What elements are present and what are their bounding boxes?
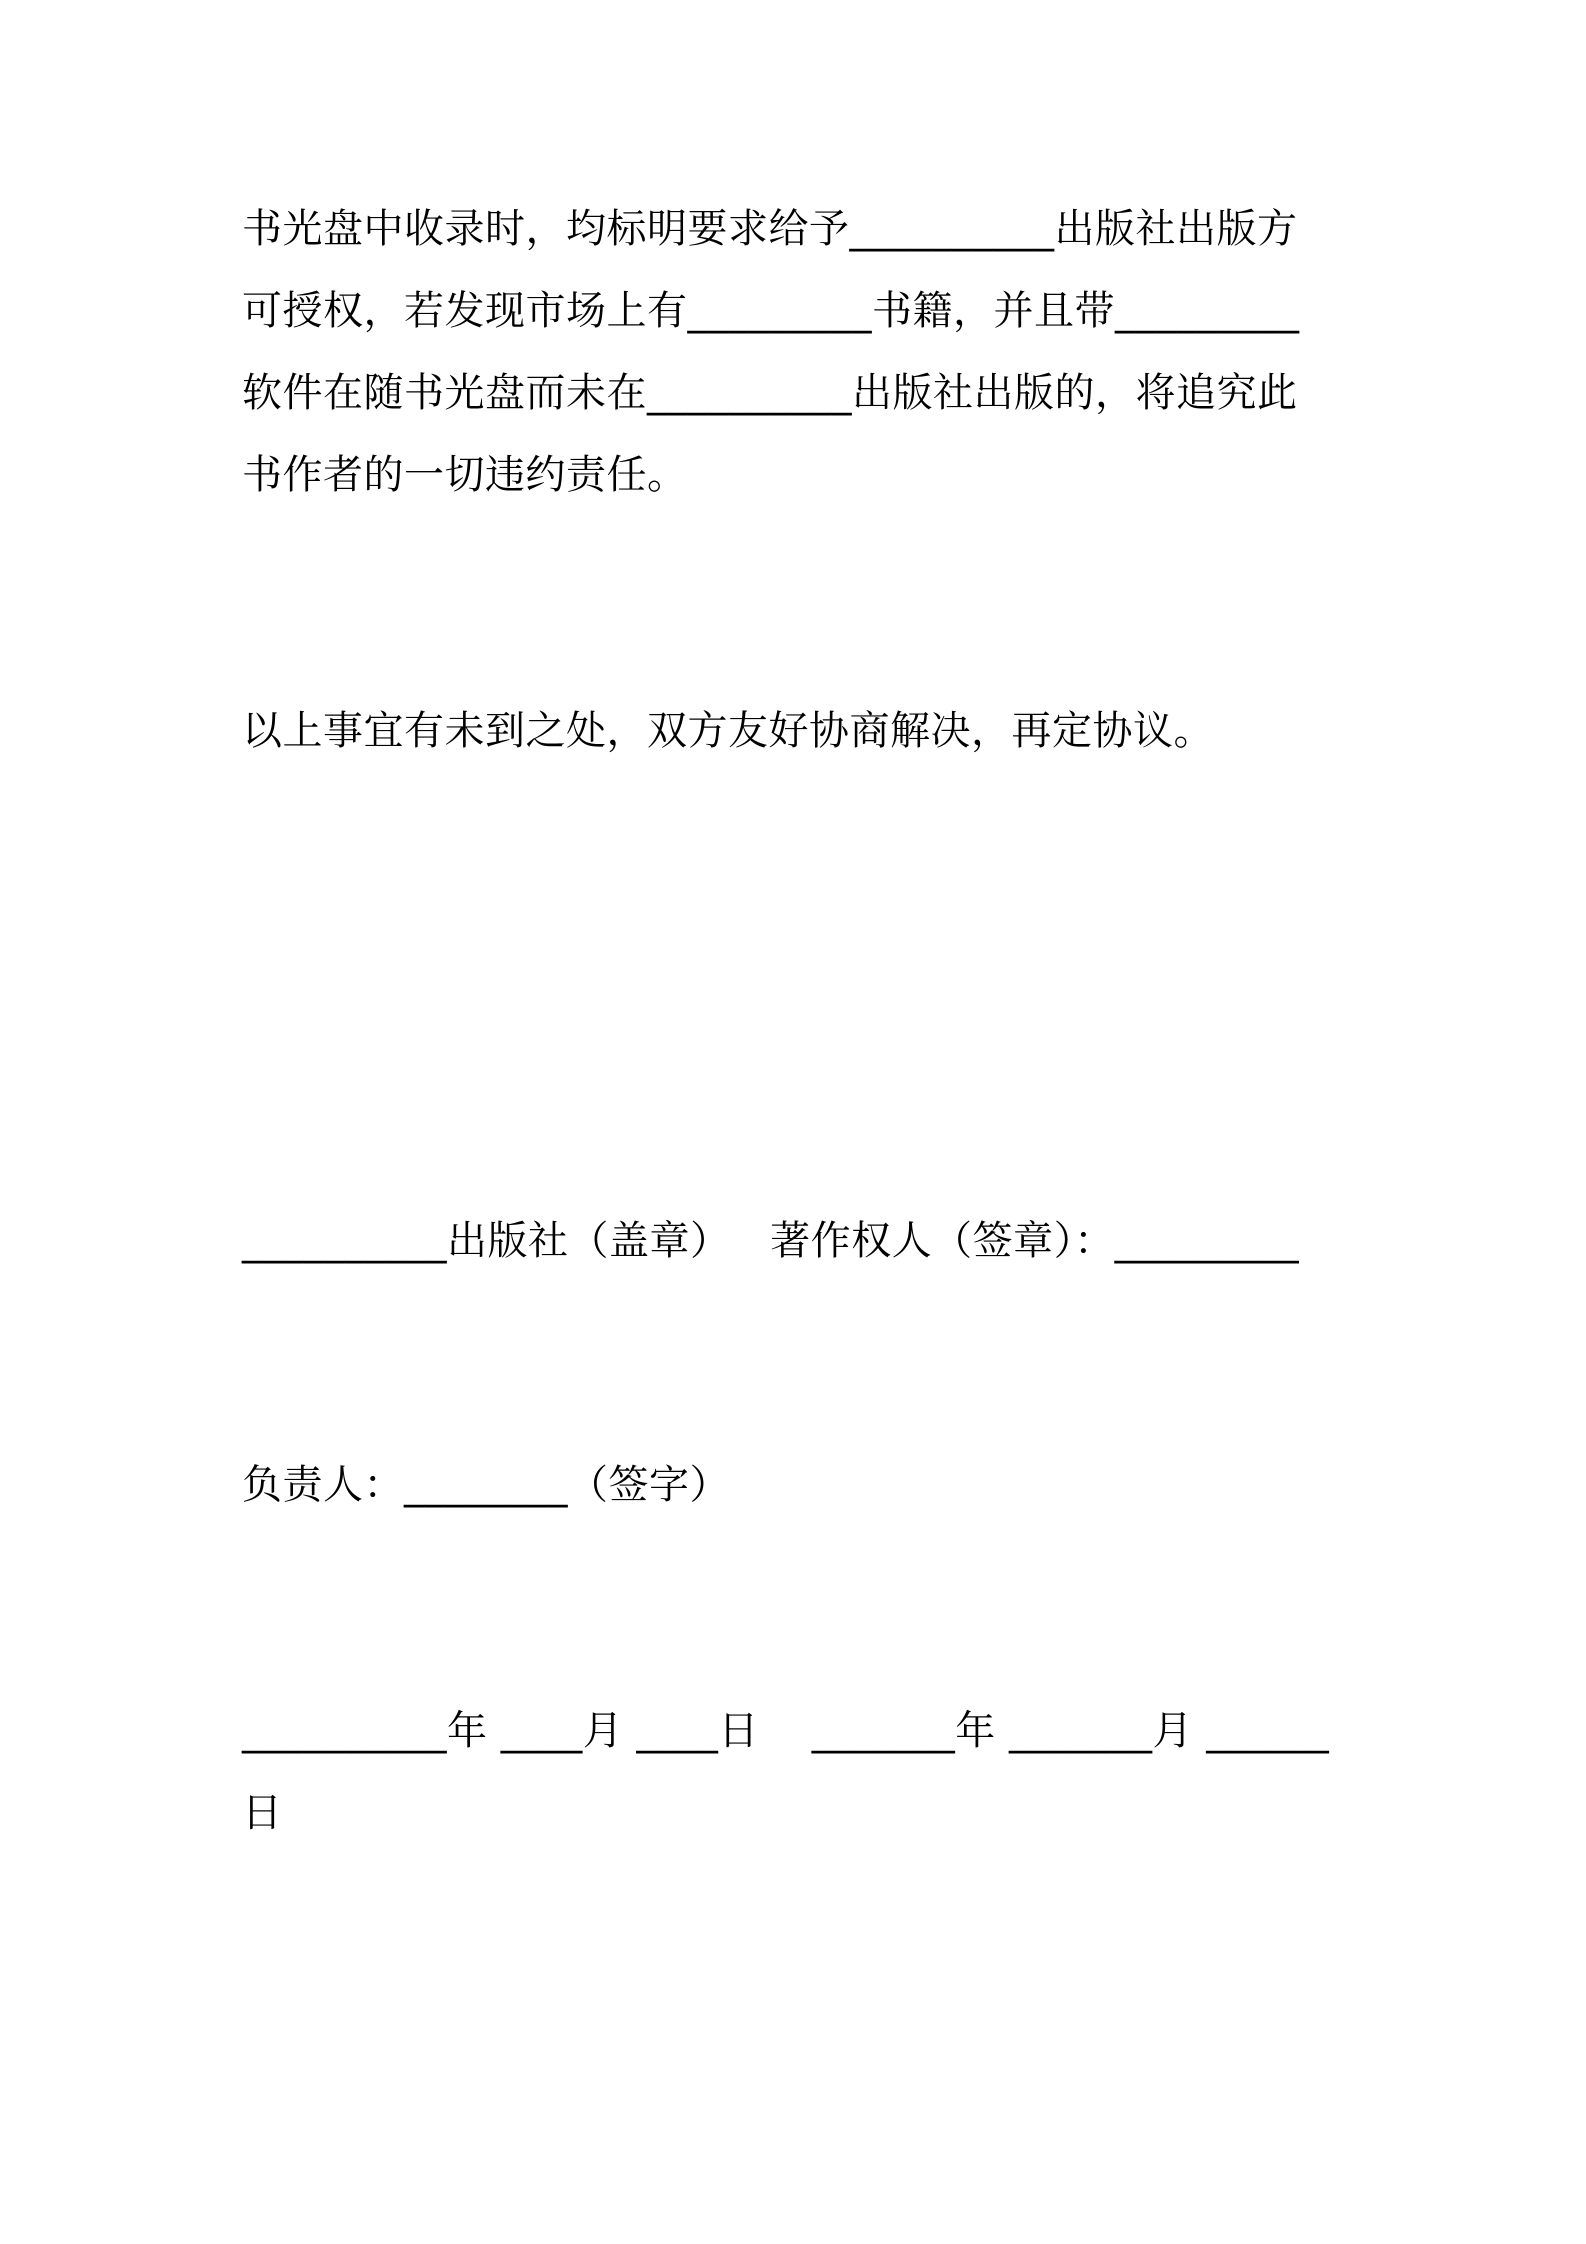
paragraph-1-line-1: 书光盘中收录时，均标明要求给予__________出版社出版方	[242, 206, 1298, 252]
date-line-2: 日	[242, 1790, 283, 1836]
paragraph-2: 以上事宜有未到之处，双方友好协商解决，再定协议。	[242, 708, 1214, 754]
paragraph-1-line-4: 书作者的一切违约责任。	[242, 452, 688, 498]
date-line-1: __________年 ____月 ____日 _______年 _______月 ______	[242, 1708, 1330, 1754]
signature-line: __________出版社（盖章） 著作权人（签章）：_________	[242, 1218, 1300, 1264]
responsible-person-line: 负责人：________（签字）	[242, 1462, 730, 1508]
paragraph-1-line-2: 可授权，若发现市场上有_________书籍，并且带_________	[242, 288, 1300, 334]
paragraph-1-line-3: 软件在随书光盘而未在__________出版社出版的，将追究此	[242, 370, 1298, 416]
